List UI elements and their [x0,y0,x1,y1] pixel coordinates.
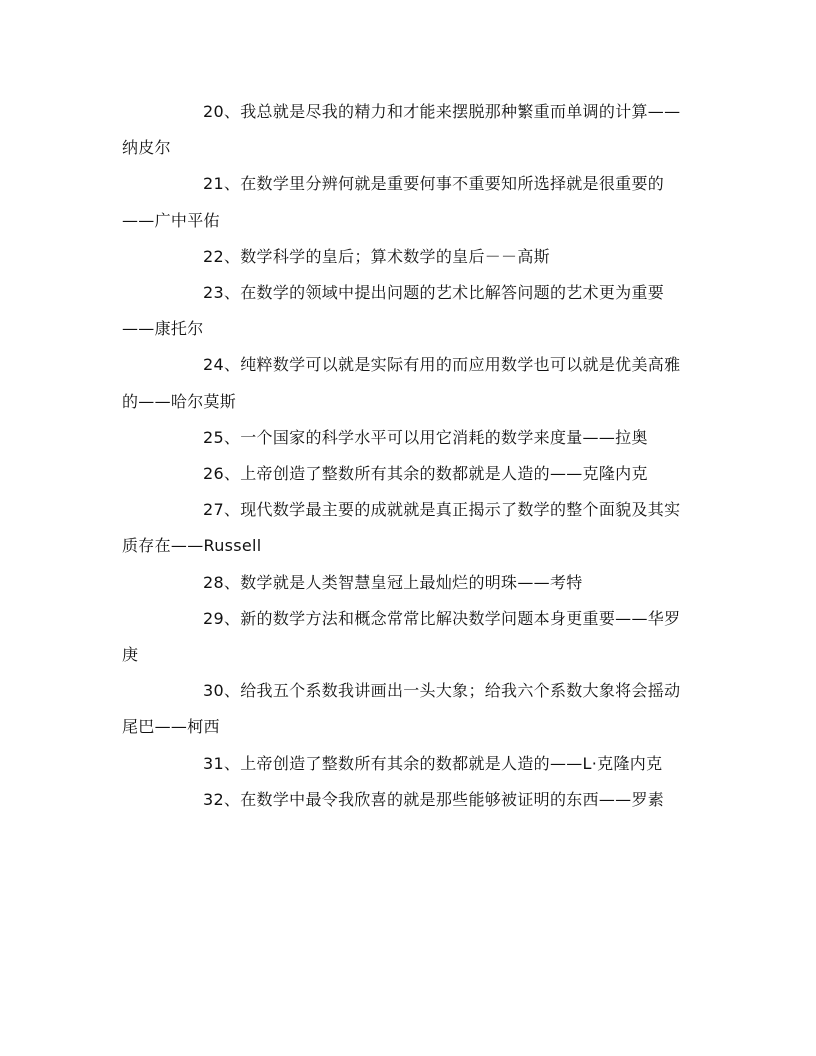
quote-line: 会摇动尾巴——柯西 [122,681,681,737]
quote-line: 重要——康托尔 [122,283,665,339]
quote-line: 22、数学科学的皇后；算术数学的皇后－－高斯 [203,246,550,266]
quote-line: 20、我总就是尽我的精力和才能来摆脱那种繁重而单调的计 [203,102,632,121]
quote-line: 32、在数学中最令我欣喜的就是那些能够被证明的东西—— [203,789,632,809]
quote-list [122,94,694,818]
quote-line: 美高雅的——哈尔莫斯 [122,355,681,411]
quote-line: 25、一个国家的科学水平可以用它消耗的数学来度量——拉 [203,427,632,447]
quote-paragraph [122,275,694,347]
quote-paragraph [122,746,694,782]
quote-paragraph [122,782,694,818]
quote-line: 24、纯粹数学可以就是实际有用的而应用数学也可以就是优 [203,355,632,375]
quote-line: 27、现代数学最主要的成就就是真正揭示了数学的整个面貌 [203,500,632,520]
quote-paragraph [122,166,694,238]
quote-paragraph [122,565,694,601]
quote-paragraph [122,94,694,166]
quote-paragraph [122,239,694,275]
quote-line: 23、在数学的领域中提出问题的艺术比解答问题的艺术更为 [203,283,632,303]
quote-line: 克 [631,464,648,484]
quote-line: 31、上帝创造了整数所有其余的数都就是人造的——L·克 [203,753,614,773]
quote-line: 隆内克 [613,753,663,773]
quote-paragraph [122,456,694,492]
quote-line: 21、在数学里分辨何就是重要何事不重要知所选择就是很重 [203,174,632,194]
quote-line: 罗素 [631,789,665,809]
quote-paragraph [122,420,694,456]
quote-line: 28、数学就是人类智慧皇冠上最灿烂的明珠——考特 [203,572,583,592]
quote-line: 奥 [631,427,648,447]
quote-paragraph [122,347,694,419]
quote-paragraph [122,673,694,745]
quote-line: 要的——广中平佑 [122,174,665,230]
quote-line: 及其实质存在——Russell [122,500,681,556]
quote-paragraph [122,601,694,673]
quote-line: 29、新的数学方法和概念常常比解决数学问题本身更重要— [203,608,632,628]
quote-line: 30、给我五个系数我讲画出一头大象；给我六个系数大象将 [203,681,632,701]
quote-paragraph [122,492,694,564]
quote-line: 算——纳皮尔 [122,102,681,158]
quote-line: 26、上帝创造了整数所有其余的数都就是人造的——克隆内 [203,464,632,484]
quote-line: —华罗庚 [122,608,681,665]
